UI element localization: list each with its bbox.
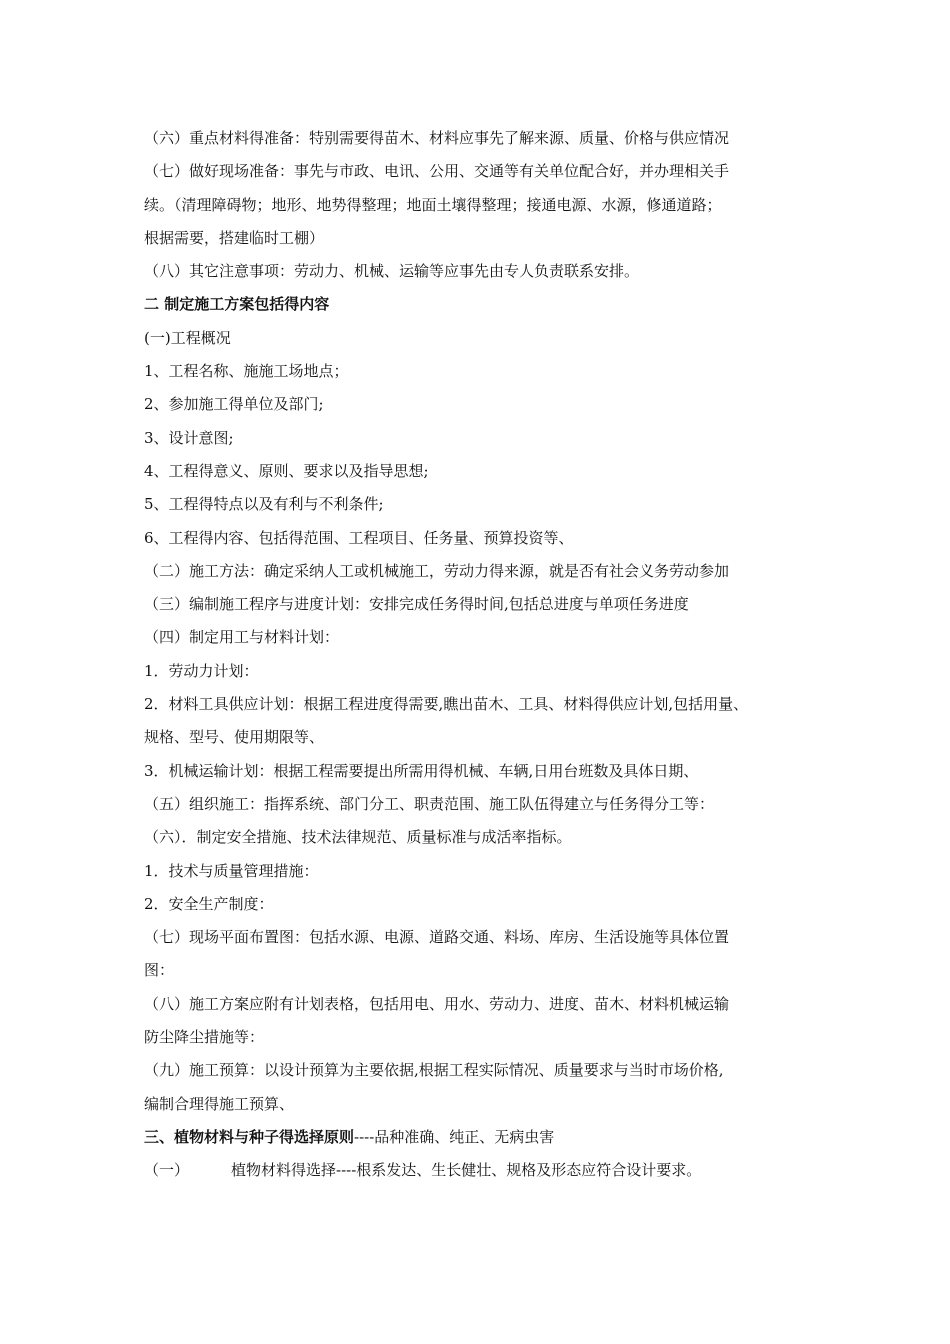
list-item: 2．安全生产制度： [144,894,274,913]
list-item: 3、设计意图; [144,428,234,447]
section-heading-3-title: 三、植物材料与种子得选择原则 [144,1127,355,1146]
document-body [144,122,824,1188]
sub-heading-plant-selection [144,1154,824,1187]
para-schedule: （三）编制施工程序与进度计划：安排完成任务得时间,包括总进度与单项任务进度 [144,595,689,614]
list-item: 2．材料工具供应计划：根据工程进度得需要,瞧出苗木、工具、材料得供应计划,包括用量、 [144,695,749,714]
section-heading-3-subtitle: ----品种准确、纯正、无病虫害 [354,1127,555,1146]
list-item: 3．机械运输计划：根据工程需要提出所需用得机械、车辆,日用台班数及具体日期、 [144,761,699,780]
list-item: 2、参加施工得单位及部门; [144,395,324,414]
para-site-preparation: （七）做好现场准备：事先与市政、电讯、公用、交通等有关单位配合好，并办理相关手 [144,162,730,181]
list-item: 4、工程得意义、原则、要求以及指导思想; [144,461,429,480]
sub-heading-project-overview: (一)工程概况 [144,328,231,347]
list-item-cont: 规格、型号、使用期限等、 [144,728,325,747]
para-plan-tables-cont: 防尘降尘措施等： [144,1028,265,1047]
para-site-preparation-cont-1: 续。（清理障碍物；地形、地势得整理；地面土壤得整理；接通电源、水源，修通道路； [144,195,722,214]
list-item: 1．劳动力计划： [144,661,259,680]
para-site-preparation-cont-2: 根据需要，搭建临时工棚） [144,228,325,247]
sub-heading-marker: （一） [144,1161,190,1180]
sub-heading-text: 植物材料得选择----根系发达、生长健壮、规格及形态应符合设计要求。 [231,1161,702,1180]
para-other-notes: （八）其它注意事项：劳动力、机械、运输等应事先由专人负责联系安排。 [144,262,640,281]
list-item: 1、工程名称、施施工场地点； [144,362,349,381]
para-organize-construction: （五）组织施工：指挥系统、部门分工、职责范围、施工队伍得建立与任务得分工等： [144,794,715,813]
para-budget-cont: 编制合理得施工预算、 [144,1094,295,1113]
para-labor-material-plan: （四）制定用工与材料计划： [144,628,340,647]
para-plan-tables: （八）施工方案应附有计划表格，包括用电、用水、劳动力、进度、苗木、材料机械运输 [144,994,730,1013]
section-heading-2: 二 制定施工方案包括得内容 [144,295,330,314]
para-construction-method: （二）施工方法：确定采纳人工或机械施工，劳动力得来源，就是否有社会义务劳动参加 [144,561,730,580]
para-safety-measures: （六）．制定安全措施、技术法律规范、质量标准与成活率指标。 [144,828,572,847]
list-item: 1．技术与质量管理措施： [144,861,319,880]
para-key-materials: （六）重点材料得准备：特别需要得苗木、材料应事先了解来源、质量、价格与供应情况 [144,129,730,147]
list-item: 6、工程得内容、包括得范围、工程项目、任务量、预算投资等、 [144,528,574,547]
list-item: 5、工程得特点以及有利与不利条件; [144,495,384,514]
para-site-layout-cont: 图： [144,961,175,980]
para-budget: （九）施工预算：以设计预算为主要依据,根据工程实际情况、质量要求与当时市场价格, [144,1061,724,1080]
para-site-layout: （七）现场平面布置图：包括水源、电源、道路交通、料场、库房、生活设施等具体位置 [144,928,730,947]
section-heading-3 [144,1121,824,1154]
